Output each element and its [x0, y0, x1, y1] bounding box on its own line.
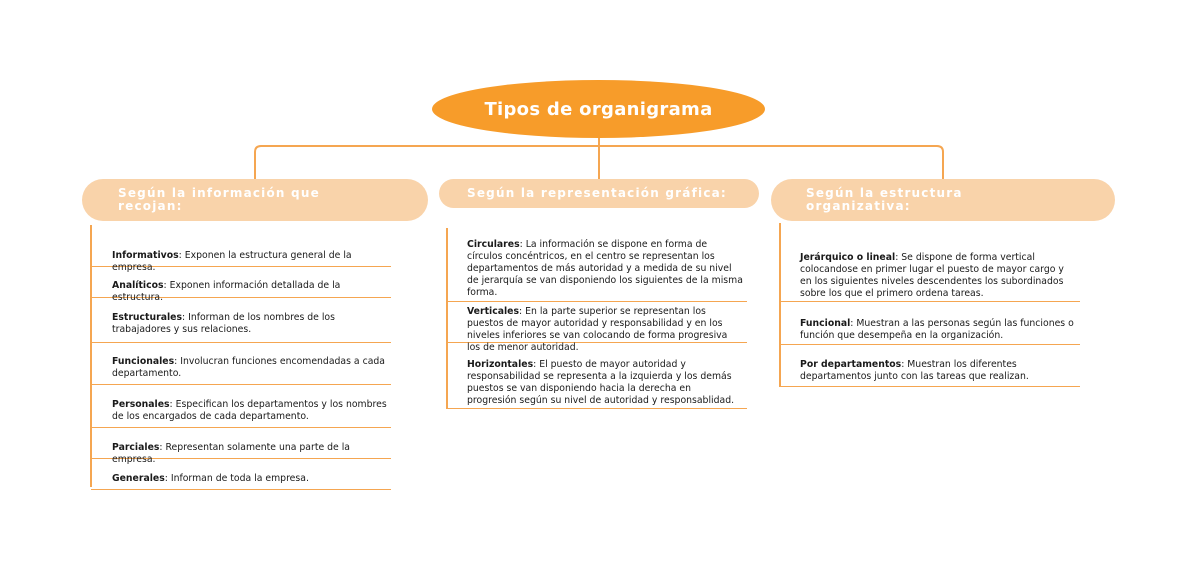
item-term: Personales [112, 399, 170, 410]
branch-header-estructura [771, 179, 1115, 221]
list-item [780, 223, 1080, 302]
list-item [780, 302, 1080, 345]
list-item [447, 228, 747, 302]
branch-list-estructura [780, 223, 1080, 387]
list-item [780, 345, 1080, 387]
item-description: : La información se dispone en forma de círculos concéntricos, en el centro se representan los departamentos de más autoridad y a medida de su nivel de jerarquía se van disponiendo los siguientes de la misma forma. [467, 239, 743, 298]
item-term: Funcionales [112, 356, 175, 367]
branch-header-text: Según la representación gráfica: [467, 186, 727, 200]
list-item [91, 267, 391, 303]
item-term: Parciales [112, 442, 160, 453]
item-description: : Representan solamente una parte de la empresa. [112, 442, 350, 465]
item-term: Analíticos [112, 280, 164, 291]
branch-header-text: Según la estructura organizativa: [806, 186, 963, 213]
item-term: Verticales [467, 306, 520, 317]
list-item [447, 302, 747, 353]
branch-list-informacion [91, 225, 391, 490]
item-description: : Informan de toda la empresa. [164, 473, 309, 484]
item-description: : Informan de los nombres de los trabajadores y sus relaciones. [112, 312, 335, 335]
list-item [91, 225, 391, 273]
branch-list-representacion [447, 228, 747, 409]
item-description: : Especifican los departamentos y los nombres de los encargados de cada departamento. [112, 399, 387, 422]
list-item [91, 343, 391, 385]
item-description: : Se dispone de forma vertical colocandose en primer lugar el puesto de mayor cargo y en los siguientes niveles descendentes los subordinados sobre los que el primero ordena tareas. [800, 252, 1064, 299]
item-description: : Exponen información detallada de la estructura. [112, 280, 341, 303]
root-title-text: Tipos de organigrama [484, 98, 713, 120]
list-item [91, 428, 391, 465]
item-term: Funcional [800, 318, 851, 329]
list-item [447, 343, 747, 409]
branch-header-representacion [439, 179, 759, 208]
list-item [91, 459, 391, 490]
item-description: : Involucran funciones encomendadas a cada departamento. [112, 356, 385, 379]
item-term: Estructurales [112, 312, 182, 323]
list-item [91, 298, 391, 343]
root-node-title [432, 80, 765, 138]
item-term: Informativos [112, 250, 179, 261]
item-description: : Muestran los diferentes departamentos junto con las tareas que realizan. [800, 359, 1029, 382]
branch-header-text: Según la información que recojan: [118, 186, 320, 213]
item-term: Generales [112, 473, 165, 484]
item-description: : Muestran a las personas según las funciones o función que desempeña en la organización. [800, 318, 1074, 341]
item-term: Jerárquico o lineal [800, 252, 896, 263]
item-term: Horizontales [467, 359, 534, 370]
item-term: Circulares [467, 239, 520, 250]
item-description: : En la parte superior se representan los puestos de mayor autoridad y responsabilidad y en los niveles inferiores se van colocando de forma progresiva los de menor autoridad. [467, 306, 728, 353]
branch-header-informacion [82, 179, 428, 221]
list-item [91, 385, 391, 428]
item-term: Por departamentos [800, 359, 902, 370]
item-description: : Exponen la estructura general de la empresa. [112, 250, 352, 273]
item-description: : El puesto de mayor autoridad y responsabilidad se representa a la izquierda y los demás puestos se van disponiendo hacia la derecha en progresión según su nivel de autoridad y responsablidad. [467, 359, 735, 406]
